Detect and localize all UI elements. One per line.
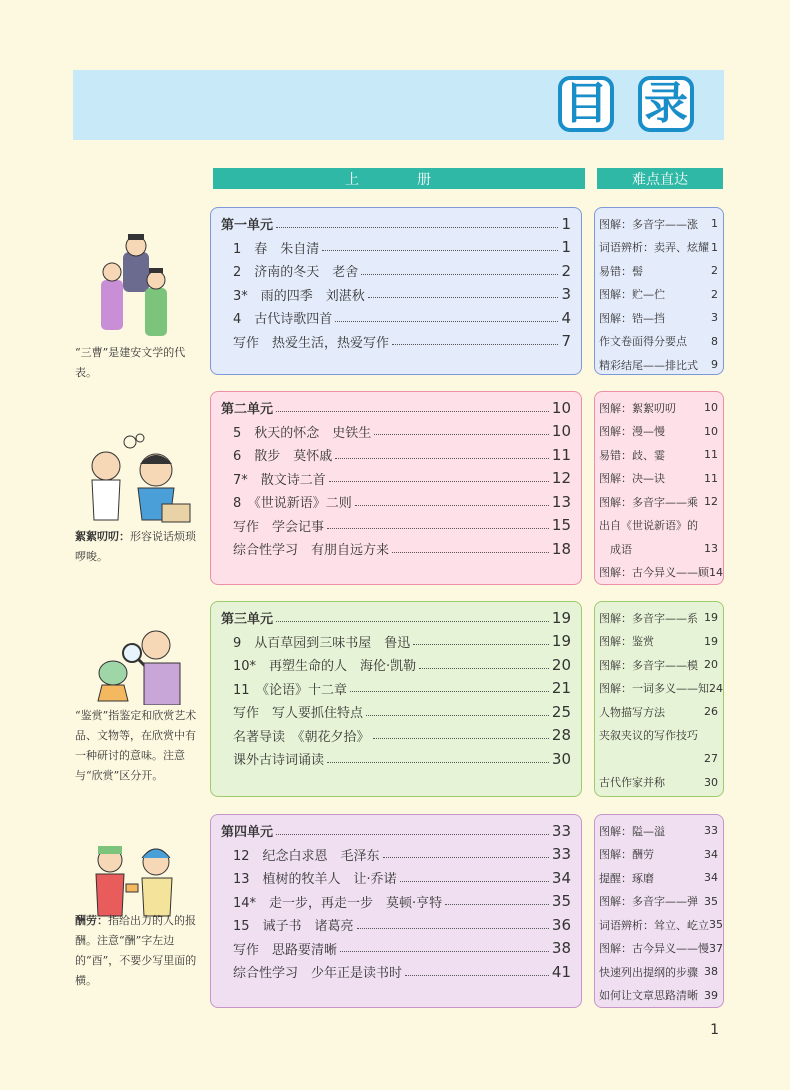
- difficulty-page: 12: [704, 495, 718, 509]
- difficulty-page: 35: [709, 918, 723, 932]
- difficulty-page: 1: [711, 240, 718, 254]
- volume-header: 上 册: [213, 168, 585, 189]
- difficulty-page: 20: [704, 658, 718, 672]
- difficulty-text: 图解：酬劳: [599, 848, 654, 862]
- lesson-entry[interactable]: [221, 330, 571, 354]
- lesson-entry[interactable]: [221, 259, 571, 283]
- difficulty-text: 古代作家并称: [599, 776, 665, 790]
- lesson-entry[interactable]: [221, 866, 571, 890]
- page-ref: 4: [561, 308, 571, 327]
- page-ref: 33: [551, 821, 571, 840]
- page-ref: 12: [551, 469, 571, 488]
- lesson-title: 写作 写人要抓住特点: [233, 706, 364, 722]
- difficulty-item[interactable]: [599, 537, 719, 561]
- leader-dots: [335, 457, 549, 459]
- difficulty-item[interactable]: [599, 843, 719, 867]
- difficulty-text: 图解：隘—溢: [599, 824, 665, 838]
- difficulty-item[interactable]: [599, 490, 719, 514]
- lesson-entry[interactable]: [221, 630, 571, 654]
- difficulty-text: 图解：一词多义——知: [599, 682, 709, 696]
- lesson-title: 2 济南的冬天 老舍: [233, 265, 359, 281]
- page-ref: 19: [551, 632, 571, 651]
- page-ref: 10: [551, 422, 571, 441]
- unit-2-contents: [210, 391, 582, 585]
- page-ref: 36: [551, 915, 571, 934]
- lesson-title: 4 古代诗歌四首: [233, 312, 333, 328]
- lesson-title: 7* 散文诗二首: [233, 472, 326, 488]
- difficulty-page: 19: [704, 634, 718, 648]
- difficulty-item[interactable]: [599, 653, 719, 677]
- lesson-entry[interactable]: [221, 700, 571, 724]
- difficulty-text: 图解：贮—伫: [599, 288, 665, 302]
- difficulty-item[interactable]: [599, 984, 719, 1008]
- difficulty-item[interactable]: [599, 514, 719, 538]
- unit-1-contents: [210, 207, 582, 375]
- lesson-title: 10* 再塑生命的人 海伦·凯勒: [233, 659, 417, 675]
- unit-heading[interactable]: [221, 396, 571, 420]
- difficulty-item[interactable]: [599, 443, 719, 467]
- difficulty-item[interactable]: [599, 771, 719, 795]
- difficulty-text: 精彩结尾——排比式: [599, 358, 698, 372]
- page-ref: 34: [551, 868, 571, 887]
- difficulty-item[interactable]: [599, 330, 719, 354]
- caption-unit2: 絮絮叨叨：形容说话烦琐啰唆。: [75, 530, 196, 563]
- difficulty-text: 人物描写方法: [599, 705, 665, 719]
- lesson-entry[interactable]: [221, 443, 571, 467]
- difficulty-item[interactable]: [599, 700, 719, 724]
- difficulty-item[interactable]: [599, 819, 719, 843]
- difficulty-item[interactable]: [599, 467, 719, 491]
- page-ref: 11: [551, 445, 571, 464]
- unit-title: 第二单元: [221, 402, 274, 418]
- lesson-title: 写作 学会记事: [233, 519, 325, 535]
- lesson-entry[interactable]: [221, 747, 571, 771]
- unit-heading[interactable]: [221, 606, 571, 630]
- lesson-title: 13 植树的牧羊人 让·乔诺: [233, 872, 397, 888]
- lesson-title: 课外古诗词诵读: [233, 753, 325, 769]
- difficulty-page: 2: [711, 264, 718, 278]
- chatting-boys-illustration: [78, 428, 198, 528]
- lesson-entry[interactable]: [221, 843, 571, 867]
- difficulty-item[interactable]: [599, 677, 723, 701]
- difficulty-page: 35: [704, 894, 718, 908]
- lesson-title: 6 散步 莫怀戚: [233, 449, 333, 465]
- difficulty-header: 难点直达: [597, 168, 723, 189]
- lesson-entry[interactable]: [221, 960, 571, 984]
- difficulty-text: 图解：锆—挡: [599, 311, 665, 325]
- leader-dots: [405, 974, 549, 976]
- difficulty-page: 11: [704, 471, 718, 485]
- difficulty-text: 成语: [599, 542, 632, 556]
- difficulty-page: 14: [709, 565, 723, 579]
- difficulty-page: 10: [704, 424, 718, 438]
- difficulty-text: 出自《世说新语》的: [599, 519, 698, 533]
- lesson-entry[interactable]: [221, 467, 571, 491]
- difficulty-item[interactable]: [599, 420, 719, 444]
- unit-title: 第四单元: [221, 825, 274, 841]
- difficulty-item[interactable]: [599, 306, 719, 330]
- title-banner: [73, 70, 724, 140]
- difficulty-text: 如何让文章思路清晰: [599, 989, 698, 1003]
- lesson-entry[interactable]: [221, 937, 571, 961]
- lesson-entry[interactable]: [221, 677, 571, 701]
- lesson-entry[interactable]: [221, 490, 571, 514]
- difficulty-page: 8: [711, 334, 718, 348]
- lesson-entry[interactable]: [221, 420, 571, 444]
- unit-3-difficulty-list: [594, 601, 724, 797]
- leader-dots: [392, 343, 558, 345]
- difficulty-text: 图解：絮絮叨叨: [599, 401, 676, 415]
- difficulty-text: 图解：漫—慢: [599, 425, 665, 439]
- difficulty-text: 图解：多音字——涨: [599, 217, 698, 231]
- difficulty-page: 2: [711, 287, 718, 301]
- difficulty-item[interactable]: [599, 606, 719, 630]
- leader-dots: [276, 620, 549, 622]
- lesson-title: 9 从百草园到三味书屋 鲁迅: [233, 635, 411, 651]
- difficulty-text: 词语辨析：耸立、屹立: [599, 918, 709, 932]
- three-cao-illustration: [95, 232, 175, 342]
- two-children-illustration: [80, 838, 190, 918]
- difficulty-text: 图解：鉴赏: [599, 635, 654, 649]
- difficulty-item[interactable]: [599, 913, 723, 937]
- lesson-title: 11 《论语》十二章: [233, 682, 348, 698]
- unit-4-difficulty-list: [594, 814, 724, 1008]
- difficulty-page: 13: [704, 542, 718, 556]
- difficulty-text: 易错：歧、霎: [599, 448, 665, 462]
- difficulty-text: 图解：多音字——系: [599, 611, 698, 625]
- difficulty-item[interactable]: [599, 283, 719, 307]
- page-ref: 18: [551, 539, 571, 558]
- difficulty-item[interactable]: [599, 630, 719, 654]
- leader-dots: [445, 903, 549, 905]
- leader-dots: [413, 643, 549, 645]
- page-ref: 3: [561, 285, 571, 304]
- leader-dots: [335, 320, 558, 322]
- unit-heading[interactable]: [221, 212, 571, 236]
- lesson-title: 12 纪念白求恩 毛泽东: [233, 848, 380, 864]
- difficulty-page: 34: [704, 847, 718, 861]
- difficulty-page: 38: [704, 965, 718, 979]
- difficulty-item[interactable]: [599, 747, 719, 771]
- difficulty-page: 1: [711, 217, 718, 231]
- leader-dots: [350, 690, 549, 692]
- difficulty-text: 提醒：琢磨: [599, 871, 654, 885]
- page-ref: 28: [551, 726, 571, 745]
- unit-3-contents: [210, 601, 582, 797]
- page-ref: 38: [551, 939, 571, 958]
- difficulty-item[interactable]: [599, 890, 719, 914]
- leader-dots: [374, 433, 549, 435]
- leader-dots: [355, 504, 549, 506]
- difficulty-page: 11: [704, 448, 718, 462]
- difficulty-page: 19: [704, 611, 718, 625]
- difficulty-text: 图解：古今异义——慢: [599, 942, 709, 956]
- unit-heading[interactable]: [221, 819, 571, 843]
- lesson-title: 1 春 朱自清: [233, 241, 320, 257]
- leader-dots: [327, 527, 549, 529]
- difficulty-page: 9: [711, 358, 718, 372]
- difficulty-text: 夹叙夹议的写作技巧: [599, 729, 698, 743]
- lesson-entry[interactable]: [221, 724, 571, 748]
- page-ref: 7: [561, 332, 571, 351]
- leader-dots: [366, 714, 549, 716]
- leader-dots: [368, 296, 559, 298]
- difficulty-text: 作文卷面得分要点: [599, 335, 687, 349]
- unit-title: 第一单元: [221, 218, 274, 234]
- difficulty-text: 图解：多音字——模: [599, 658, 698, 672]
- page-ref: 1: [561, 238, 571, 257]
- caption-unit4: 酬劳：指给出力的人的报酬。注意“酬”字左边的“酉”，不要少写里面的横。: [75, 914, 197, 987]
- lesson-title: 14* 走一步，再走一步 莫顿·亨特: [233, 895, 443, 911]
- difficulty-item[interactable]: [599, 212, 719, 236]
- leader-dots: [276, 410, 549, 412]
- difficulty-item[interactable]: [599, 561, 723, 585]
- leader-dots: [392, 551, 549, 553]
- difficulty-item[interactable]: [599, 937, 723, 961]
- appraiser-illustration: [88, 615, 188, 705]
- lesson-title: 综合性学习 少年正是读书时: [233, 966, 403, 982]
- unit-4-contents: [210, 814, 582, 1008]
- difficulty-page: 27: [704, 752, 718, 766]
- lesson-title: 写作 热爱生活，热爱写作: [233, 335, 390, 351]
- lesson-entry[interactable]: [221, 236, 571, 260]
- difficulty-item[interactable]: [599, 259, 719, 283]
- difficulty-item[interactable]: [599, 236, 719, 260]
- difficulty-text: 图解：多音字——弹: [599, 895, 698, 909]
- lesson-entry[interactable]: [221, 537, 571, 561]
- leader-dots: [340, 950, 549, 952]
- lesson-entry[interactable]: [221, 514, 571, 538]
- difficulty-page: 30: [704, 775, 718, 789]
- leader-dots: [361, 273, 558, 275]
- lesson-title: 名著导读 《朝花夕拾》: [233, 729, 370, 745]
- unit-title: 第三单元: [221, 612, 274, 628]
- difficulty-page: 37: [709, 941, 723, 955]
- difficulty-item[interactable]: [599, 396, 719, 420]
- lesson-entry[interactable]: [221, 306, 571, 330]
- leader-dots: [322, 249, 558, 251]
- leader-dots: [276, 833, 549, 835]
- unit-2-difficulty-list: [594, 391, 724, 585]
- page-ref: 33: [551, 845, 571, 864]
- page-ref: 13: [551, 492, 571, 511]
- lesson-entry[interactable]: [221, 890, 571, 914]
- unit-1-difficulty-list: [594, 207, 724, 375]
- difficulty-page: 39: [704, 988, 718, 1002]
- page-number: 1: [710, 1022, 719, 1038]
- difficulty-item[interactable]: [599, 866, 719, 890]
- difficulty-text: 图解：古今异义——顾: [599, 566, 709, 580]
- difficulty-item[interactable]: [599, 724, 719, 748]
- page-ref: 35: [551, 892, 571, 911]
- lesson-title: 写作 思路要清晰: [233, 942, 338, 958]
- lesson-entry[interactable]: [221, 913, 571, 937]
- leader-dots: [276, 226, 558, 228]
- leader-dots: [419, 667, 549, 669]
- page-ref: 20: [551, 655, 571, 674]
- page-ref: 1: [561, 214, 571, 233]
- leader-dots: [327, 761, 549, 763]
- difficulty-item[interactable]: [599, 960, 719, 984]
- difficulty-page: 26: [704, 705, 718, 719]
- lesson-title: 5 秋天的怀念 史铁生: [233, 425, 372, 441]
- caption-unit1: “三曹”是建安文学的代表。: [75, 346, 186, 379]
- difficulty-page: 34: [704, 871, 718, 885]
- page-ref: 19: [551, 608, 571, 627]
- lesson-title: 15 诫子书 诸葛亮: [233, 919, 354, 935]
- caption-unit3: “鉴赏”指鉴定和欣赏艺术品、文物等，在欣赏中有一种研讨的意味。注意与“欣赏”区分开。: [75, 709, 197, 782]
- title-char: 目: [558, 76, 614, 132]
- difficulty-text: 词语辨析：卖弄、炫耀: [599, 241, 709, 255]
- lesson-title: 综合性学习 有朋自远方来: [233, 543, 390, 559]
- difficulty-page: 10: [704, 401, 718, 415]
- difficulty-page: 24: [709, 681, 723, 695]
- leader-dots: [400, 880, 549, 882]
- lesson-title: 8 《世说新语》二则: [233, 496, 352, 512]
- difficulty-text: 图解：多音字——乘: [599, 495, 698, 509]
- page-ref: 2: [561, 261, 571, 280]
- leader-dots: [373, 737, 549, 739]
- page-ref: 10: [551, 398, 571, 417]
- page-ref: 21: [551, 679, 571, 698]
- lesson-title: 3* 雨的四季 刘湛秋: [233, 288, 365, 304]
- difficulty-page: 3: [711, 311, 718, 325]
- leader-dots: [357, 927, 549, 929]
- page-ref: 41: [551, 962, 571, 981]
- page-ref: 25: [551, 702, 571, 721]
- page-ref: 30: [551, 749, 571, 768]
- lesson-entry[interactable]: [221, 283, 571, 307]
- difficulty-page: 33: [704, 824, 718, 838]
- lesson-entry[interactable]: [221, 653, 571, 677]
- difficulty-text: 易错：髻: [599, 264, 643, 278]
- difficulty-text: 图解：决—诀: [599, 472, 665, 486]
- difficulty-item[interactable]: [599, 353, 719, 377]
- leader-dots: [329, 480, 549, 482]
- leader-dots: [383, 856, 549, 858]
- difficulty-text: 快速列出提纲的步骤: [599, 965, 698, 979]
- title-char: 录: [638, 76, 694, 132]
- page-ref: 15: [551, 516, 571, 535]
